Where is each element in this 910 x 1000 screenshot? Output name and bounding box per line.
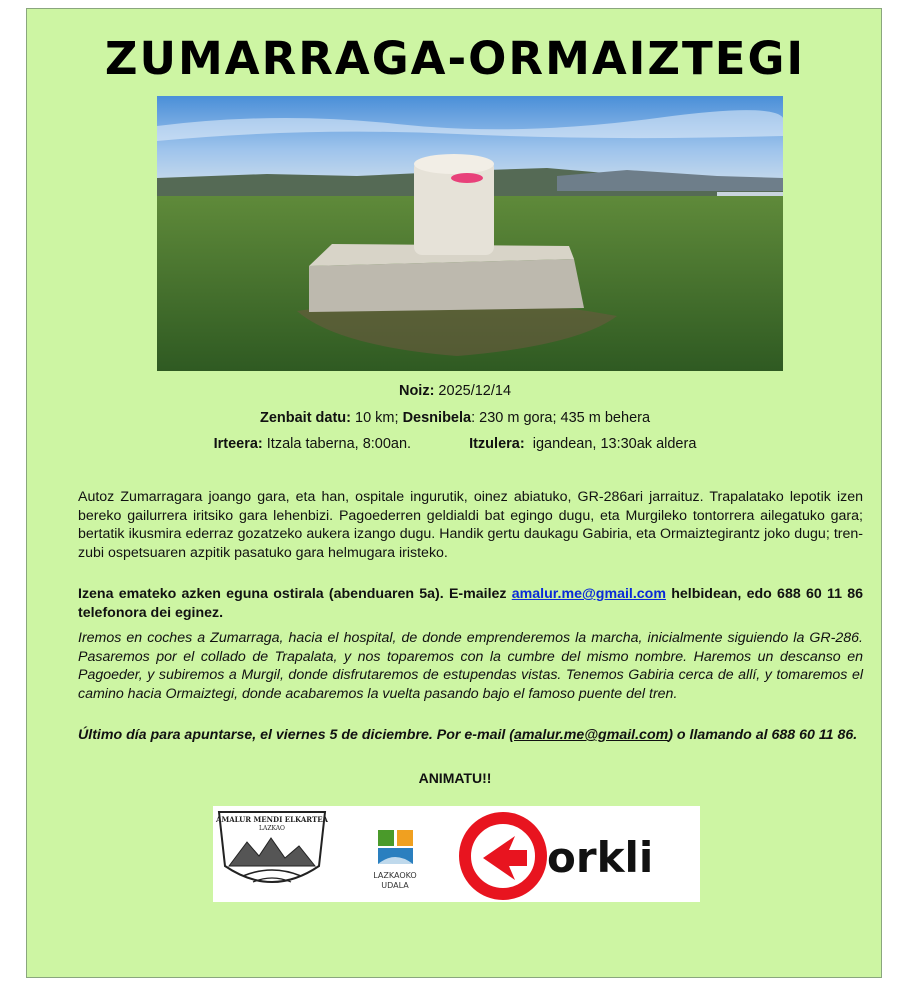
data-label: Zenbait datu:	[259, 410, 351, 426]
logos-strip	[213, 806, 700, 902]
spanish-description: Iremos en coches a Zumarraga, hacia el hospital, de donde emprenderemos la marcha, inicialmente siguiendo la GR-286. Pasaremos por el collado de Trapalata, y nos toparemos con la cumbre del mismo nombre. Haremos un descanso en Pagoeder, y subiremos a Murgil, donde disfrutaremos de estupendas vistas. Tenemos Gabiria cerca de allí, y tomaremos el camino hacia Ormaiztegi, donde acabaremos la vuelta pasando bajo el famoso puente del tren.	[78, 630, 863, 702]
info-date	[0, 383, 910, 399]
photo-landmark-stone	[157, 96, 783, 371]
date-value: 2025/12/14	[434, 383, 512, 399]
email-link[interactable]: amalur.me@gmail.com	[511, 586, 666, 602]
lazkao-logo-text-1: LAZKAOKO	[373, 871, 417, 880]
orkli-logo-text: orkli	[547, 833, 654, 882]
elevation-label: Desnibela	[402, 410, 472, 426]
data-value: 10 km;	[351, 410, 403, 426]
return-value: igandean, 13:30ak aldera	[524, 436, 697, 452]
landscape-photo	[157, 96, 783, 371]
basque-signup-text-a: Izena emateko azken eguna ostirala (abenduaren 5a). E-mailez	[78, 586, 512, 602]
info-departure-return	[0, 436, 910, 452]
date-label: Noiz:	[398, 383, 435, 399]
amalur-logo	[215, 812, 329, 882]
amalur-logo-text-top: AMALUR MENDI ELKARTEA	[216, 815, 328, 824]
departure-label: Irteera:	[213, 436, 263, 452]
sponsor-logos	[213, 806, 700, 902]
email-link-es[interactable]: amalur.me@gmail.com	[514, 727, 669, 743]
orkli-logo	[465, 818, 653, 894]
animatu-callout: ANIMATU!!	[418, 770, 492, 786]
spanish-signup-text-a: Último día para apuntarse, el viernes 5 de diciembre. Por e-mail (	[78, 727, 515, 743]
basque-description: Autoz Zumarragara joango gara, eta han, ospitale ingurutik, oinez abiatuko, GR-286ari jarraituz. Trapalatako lepotik izen bereko gailurrera iritsiko gara lehenbizi. Pagoederren geldialdi bat egingo dugu, eta Murgileko tontorrera ailegatuko gara; bertatik ikusmira ederraz gozatzeko aukera izango dugu. Handik gertu daukagu Gabiria, eta Ormaiztegirantz joko dugu; tren-zubi ospetsuaren azpitik pasatuko gara helmugara iristeko.	[78, 489, 863, 561]
lazkao-logo	[373, 830, 416, 890]
basque-signup	[78, 585, 863, 622]
basque-signup-text-b: helbidean, edo 688 60 11 86 telefonora dei eginez.	[78, 586, 863, 621]
return-label: Itzulera:	[469, 436, 525, 452]
spanish-signup	[78, 726, 863, 745]
elevation-value: : 230 m gora; 435 m behera	[471, 410, 651, 426]
info-data	[0, 410, 910, 426]
lazkao-logo-text-2: UDALA	[381, 881, 409, 890]
spanish-signup-text-b: ) o llamando al 688 60 11 86.	[668, 727, 858, 743]
departure-value: Itzala taberna, 8:00an.	[262, 436, 412, 452]
amalur-logo-text-bottom: LAZKAO	[259, 825, 285, 832]
page-title: ZUMARRAGA-ORMAIZTEGI	[104, 32, 806, 85]
